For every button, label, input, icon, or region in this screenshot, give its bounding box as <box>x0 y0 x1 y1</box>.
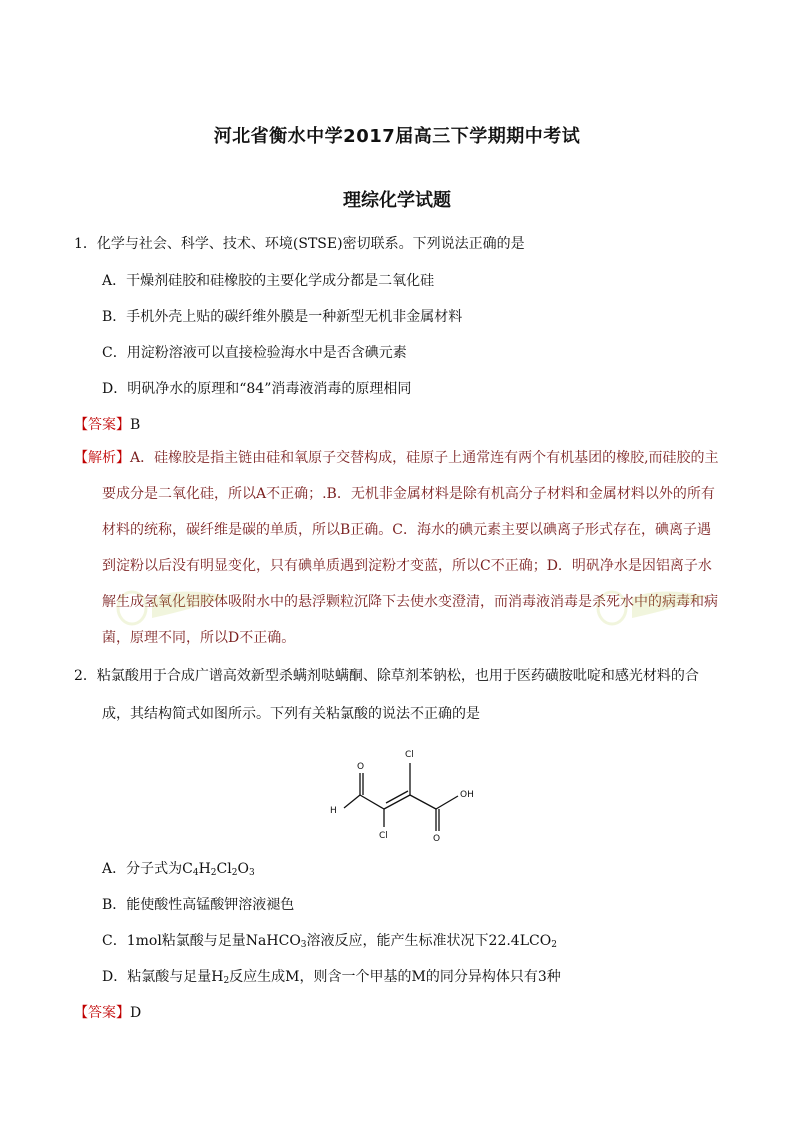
q1-analysis-line-5: 解生成氢氧化铝胶体吸附水中的悬浮颗粒沉降下去使水变澄清，而消毒液消毒是杀死水中的病毒和病 <box>102 594 718 610</box>
q2-answer-value: D <box>130 1005 142 1021</box>
atom-h: H <box>330 806 337 816</box>
atom-o-aldehyde: O <box>357 762 365 772</box>
mucochloric-acid-structure <box>316 743 486 843</box>
q2-option-a: A．分子式为$C_4H_2Cl_2O_3$ <box>102 861 255 878</box>
q2-answer-label: 答案 <box>88 1005 116 1021</box>
q2-option-b: B．能使酸性高锰酸钾溶液褪色 <box>102 897 295 913</box>
bond-cho-c <box>360 795 384 809</box>
atom-oh: OH <box>460 790 474 800</box>
q2-option-c: C．1mol粘氯酸与足量NaHCO$_3$溶液反应，能产生标准状况下$22.4LCO_2$ <box>102 933 557 950</box>
bond-c-cooh <box>410 795 436 809</box>
q1-analysis-line-1: 【解析】A．硅橡胶是指主链由硅和氧原子交替构成，硅原子上通常连有两个有机基团的橡胶,而硅胶的主 <box>74 450 719 466</box>
atom-cl-bottom: Cl <box>379 831 388 841</box>
watermark-logo <box>588 578 728 638</box>
exam-subtitle: 理综化学试题 <box>343 190 451 211</box>
q2-option-d: D．粘氯酸与足量$H_2$反应生成M，则含一个甲基的M的同分异构体只有3种 <box>102 969 561 986</box>
q1-option-d: D．明矾净水的原理和“84”消毒液消毒的原理相同 <box>102 381 412 397</box>
question-2-stem-line-2: 成，其结构简式如图所示。下列有关粘氯酸的说法不正确的是 <box>102 706 480 722</box>
question-1-stem: 1．化学与社会、科学、技术、环境(STSE)密切联系。下列说法正确的是 <box>74 236 525 252</box>
atom-cl-top: Cl <box>405 750 414 760</box>
bond-h-cho <box>344 795 360 808</box>
exam-title: 河北省衡水中学2017届高三下学期期中考试 <box>213 126 581 147</box>
q1-answer-label: 答案 <box>88 417 116 433</box>
q1-option-a: A．干燥剂硅胶和硅橡胶的主要化学成分都是二氧化硅 <box>102 273 435 289</box>
bond-c-oh <box>436 796 458 809</box>
atom-o-carboxyl: O <box>433 834 441 843</box>
q1-option-c: C．用淀粉溶液可以直接检验海水中是否含碘元素 <box>102 345 407 361</box>
q1-analysis-line-3: 材料的统称，碳纤维是碳的单质，所以B正确。C．海水的碘元素主要以碘离子形式存在，碘离子遇 <box>102 522 711 538</box>
watermark-logo <box>108 578 248 638</box>
q2-answer: 【答案】D <box>74 1005 142 1021</box>
q1-analysis-line-4: 到淀粉以后没有明显变化，只有碘单质遇到淀粉才变蓝，所以C不正确；D．明矾净水是因铝离子水 <box>102 558 712 574</box>
q1-answer-value: B <box>130 417 141 433</box>
q1-answer: 【答案】B <box>74 417 141 433</box>
question-2-stem-line-1: 2．粘氯酸用于合成广谱高效新型杀螨剂哒螨酮、除草剂苯钠松，也用于医药磺胺吡啶和感光材料的合 <box>74 668 699 684</box>
q1-analysis-line-6: 菌，原理不同，所以D不正确。 <box>102 630 296 646</box>
q1-analysis-label: 解析 <box>88 450 116 466</box>
q1-option-b: B．手机外壳上贴的碳纤维外膜是一种新型无机非金属材料 <box>102 309 463 325</box>
q1-analysis-line-2: 要成分是二氧化硅，所以A不正确；.B．无机非金属材料是除有机高分子材料和金属材料以外的所有 <box>102 486 715 502</box>
